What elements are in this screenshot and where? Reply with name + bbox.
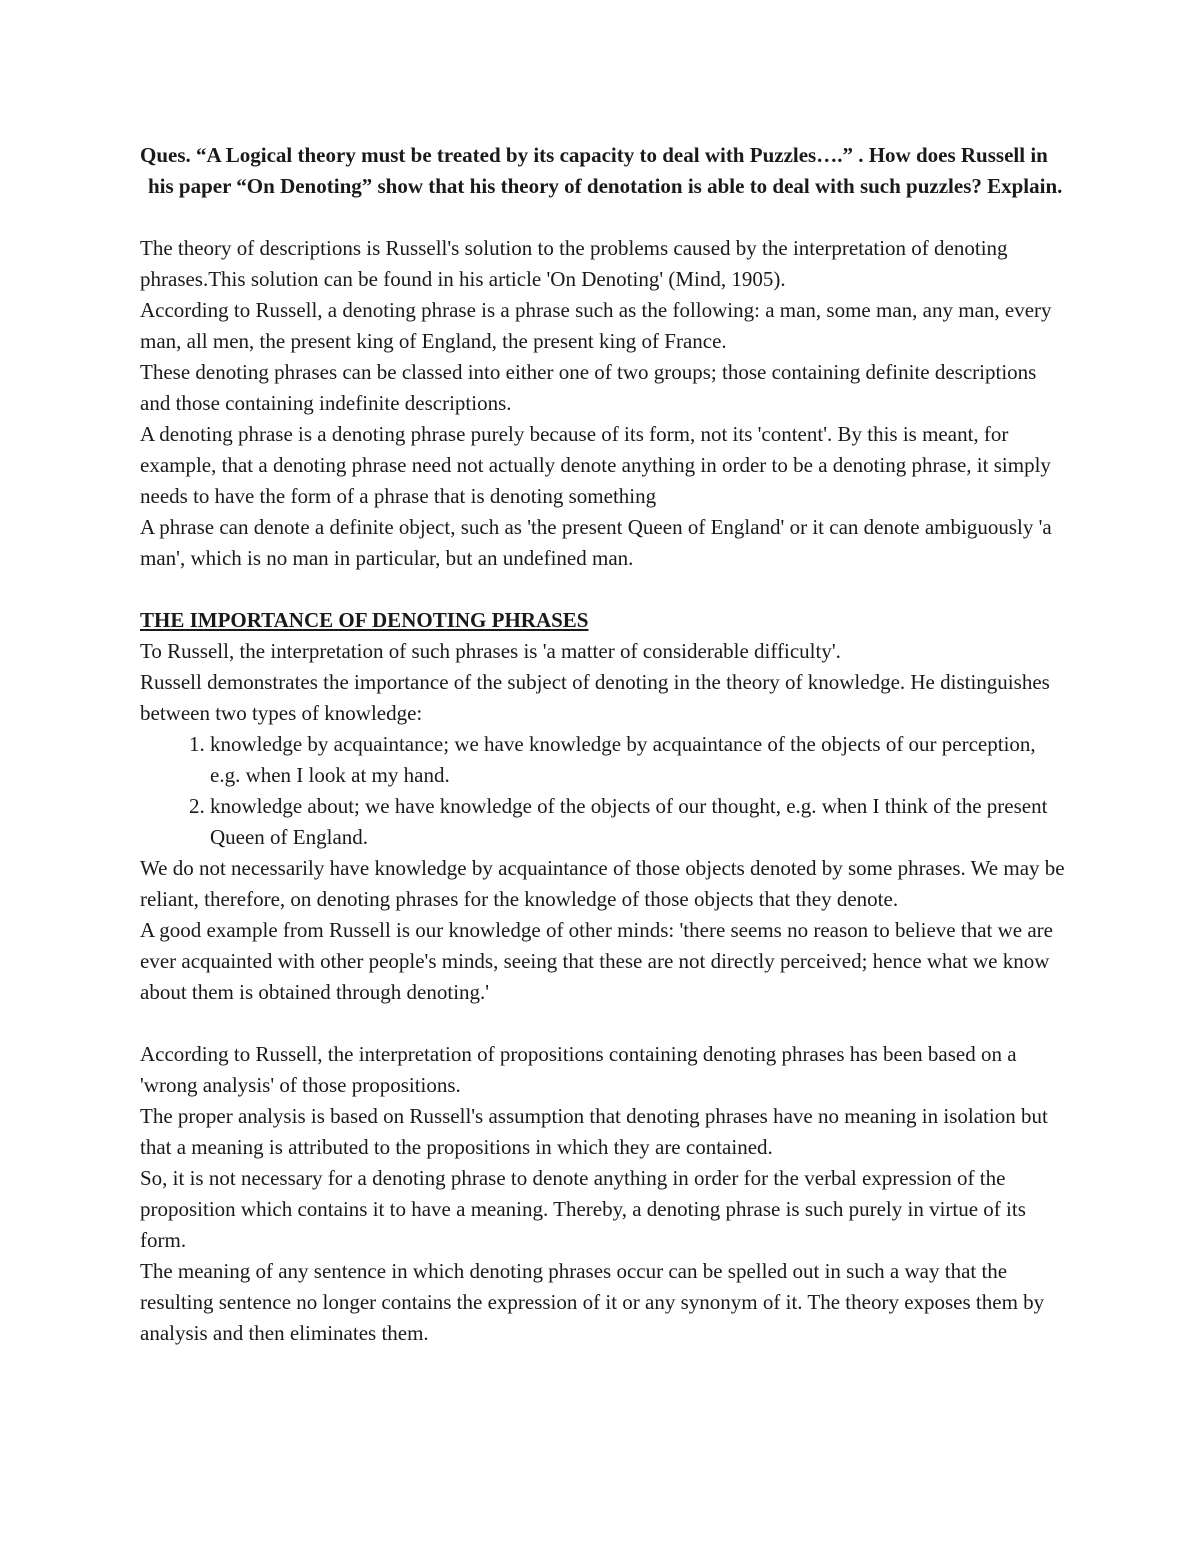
list-item: 2. knowledge about; we have knowledge of the objects of our thought, e.g. when I think of the present Queen of England. [210,791,1070,853]
knowledge-types-list [140,729,1070,853]
document-page [140,140,1070,1349]
spacer [140,1008,1070,1039]
section-paragraph-3: We do not necessarily have knowledge by acquaintance of those objects denoted by some phrases. We may be reliant, therefore, on denoting phrases for the knowledge of those objects that they denote. [140,856,1065,911]
section-heading: THE IMPORTANCE OF DENOTING PHRASES [140,608,589,632]
intro-paragraph-5: A phrase can denote a definite object, such as 'the present Queen of England' or it can denote ambiguously 'a man', which is no man in particular, but an undefined man. [140,515,1052,570]
intro-paragraph-3: These denoting phrases can be classed into either one of two groups; those containing definite descriptions and those containing indefinite descriptions. [140,360,1037,415]
closing-paragraph-3: So, it is not necessary for a denoting phrase to denote anything in order for the verbal expression of the proposition which contains it to have a meaning. Thereby, a denoting phrase is such purely in virtue of its form. [140,1166,1026,1252]
spacer [140,574,1070,605]
intro-paragraph-4: A denoting phrase is a denoting phrase purely because of its form, not its 'content'. By this is meant, for example, that a denoting phrase need not actually denote anything in order to be a denoting phrase, it simply needs to have the form of a phrase that is denoting something [140,422,1051,508]
closing-paragraph-4: The meaning of any sentence in which denoting phrases occur can be spelled out in such a way that the resulting sentence no longer contains the expression of it or any synonym of it. The theory exposes them by analysis and then eliminates them. [140,1259,1045,1345]
section-paragraph-4: A good example from Russell is our knowledge of other minds: 'there seems no reason to believe that we are ever acquainted with other people's minds, seeing that these are not directly perceived; hence what we know about them is obtained through denoting.' [140,918,1053,1004]
list-item: 1. knowledge by acquaintance; we have knowledge by acquaintance of the objects of our perception, e.g. when I look at my hand. [210,729,1070,791]
intro-paragraph-1: The theory of descriptions is Russell's solution to the problems caused by the interpretation of denoting phrases.This solution can be found in his article 'On Denoting' (Mind, 1905). [140,236,1008,291]
closing-paragraph-2: The proper analysis is based on Russell's assumption that denoting phrases have no meaning in isolation but that a meaning is attributed to the propositions in which they are contained. [140,1104,1048,1159]
intro-paragraph-2: According to Russell, a denoting phrase is a phrase such as the following: a man, some man, any man, every man, all men, the present king of England, the present king of France. [140,298,1052,353]
section-paragraph-1: To Russell, the interpretation of such phrases is 'a matter of considerable difficulty'. [140,639,841,663]
closing-paragraph-1: According to Russell, the interpretation of propositions containing denoting phrases has been based on a 'wrong analysis' of those propositions. [140,1042,1017,1097]
question-text: Ques. “A Logical theory must be treated by its capacity to deal with Puzzles….” . How does Russell in his paper “On Denoting” show that his theory of denotation is able to deal with such puzzles? Explain. [140,143,1063,198]
section-paragraph-2: Russell demonstrates the importance of the subject of denoting in the theory of knowledge. He distinguishes between two types of knowledge: [140,670,1050,725]
